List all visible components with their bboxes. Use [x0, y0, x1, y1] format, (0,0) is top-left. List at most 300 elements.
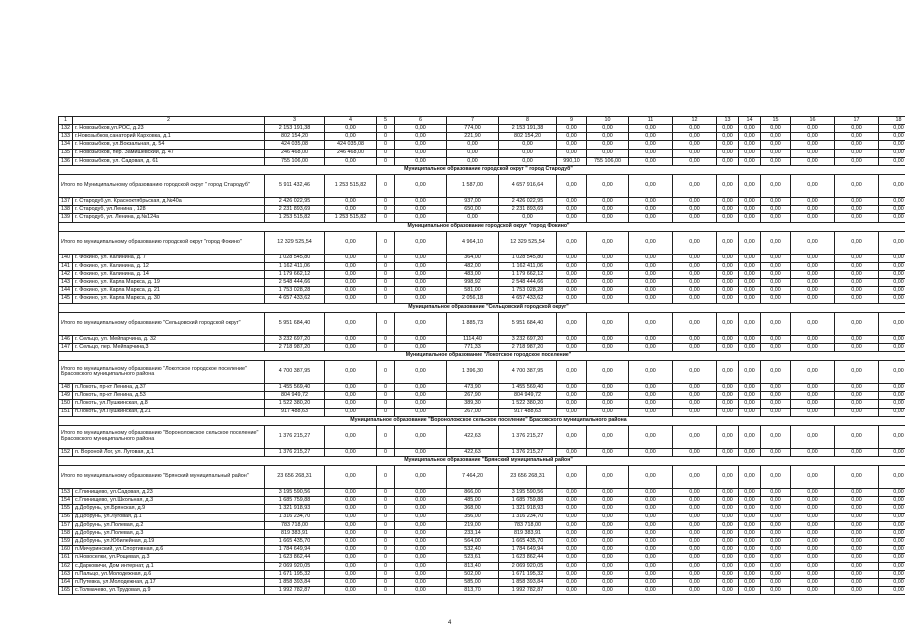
table-cell: 0,00 [761, 425, 791, 448]
table-cell: Итого по муниципальному образованию "Брянский муниципальный район" [59, 465, 265, 488]
table-cell: 0,00 [761, 497, 791, 505]
table-cell: 0,00 [673, 125, 717, 133]
table-cell: 755 106,00 [265, 157, 325, 165]
table-cell: 4 964,10 [447, 231, 499, 254]
table-cell: 0,00 [761, 174, 791, 197]
table-cell: 0,00 [739, 529, 761, 537]
table-cell: 774,00 [447, 125, 499, 133]
table-cell: 0,00 [629, 448, 673, 456]
table-cell: 0,00 [835, 270, 879, 278]
table-cell: 0,00 [325, 392, 377, 400]
table-cell: 1 587,00 [447, 174, 499, 197]
table-cell: 0,00 [587, 214, 629, 222]
table-cell: г. Стародуб,ул. Красноктябрьская, д.№40а [73, 197, 265, 205]
table-cell: 0,00 [879, 546, 905, 554]
table-cell: 0,00 [739, 448, 761, 456]
table-cell: 0,00 [629, 521, 673, 529]
table-cell: 783 718,00 [265, 521, 325, 529]
table-cell: 917 488,63 [265, 408, 325, 416]
table-cell: 1 992 782,87 [265, 587, 325, 595]
table-cell: 0 [377, 425, 395, 448]
table-cell: 0,00 [879, 425, 905, 448]
table-cell: 0,00 [557, 335, 587, 343]
table-cell: 0 [377, 408, 395, 416]
table-cell: 0,00 [325, 465, 377, 488]
table-cell: 0 [377, 488, 395, 496]
table-cell: 0,00 [879, 279, 905, 287]
table-cell: 2 069 920,05 [499, 562, 557, 570]
table-cell: 0,00 [791, 408, 835, 416]
table-cell: 2 426 022,95 [265, 197, 325, 205]
table-cell: 0,00 [717, 425, 739, 448]
table-cell: 0,00 [629, 546, 673, 554]
table-cell: 13 [717, 117, 739, 125]
table-cell: 0,00 [395, 279, 447, 287]
table-cell: 990,10 [557, 157, 587, 165]
table-cell: 0,00 [325, 497, 377, 505]
table-cell: 0,00 [717, 587, 739, 595]
table-cell: 0 [377, 392, 395, 400]
table-cell: 0,00 [325, 254, 377, 262]
table-cell: 156 [59, 513, 73, 521]
table-cell: 0,00 [629, 270, 673, 278]
table-cell: 0,00 [879, 400, 905, 408]
table-cell: 154 [59, 497, 73, 505]
table-cell: 585,00 [447, 579, 499, 587]
table-cell: 0,00 [739, 538, 761, 546]
section-title-row [59, 222, 905, 231]
table-cell: 0,00 [739, 141, 761, 149]
table-cell: 0,00 [557, 465, 587, 488]
table-cell: 0,00 [557, 361, 587, 384]
table-cell: 0,00 [629, 361, 673, 384]
page-number: 4 [448, 620, 452, 626]
table-cell: 0,00 [717, 214, 739, 222]
table-cell: 0,00 [673, 400, 717, 408]
table-cell: 0,00 [879, 529, 905, 537]
table-cell: 0,00 [629, 465, 673, 488]
table-row [59, 546, 905, 554]
table-cell: 0,00 [835, 141, 879, 149]
table-cell: 0 [377, 513, 395, 521]
table-cell: 164 [59, 579, 73, 587]
table-cell: 0,00 [629, 570, 673, 578]
table-cell: 0,00 [673, 570, 717, 578]
table-cell: 0,00 [879, 538, 905, 546]
table-cell: 0 [377, 295, 395, 303]
table-cell: 0,00 [629, 295, 673, 303]
table-cell: 0,00 [325, 206, 377, 214]
table-cell: 0,00 [879, 579, 905, 587]
table-cell: 0,00 [791, 488, 835, 496]
table-cell: 0,00 [717, 295, 739, 303]
table-cell: 0 [377, 149, 395, 157]
table-cell: 0,00 [761, 554, 791, 562]
table-row [59, 335, 905, 343]
table-cell: 0 [377, 570, 395, 578]
table-row [59, 295, 905, 303]
table-cell: 0,00 [835, 149, 879, 157]
table-cell: 0,00 [395, 579, 447, 587]
table-cell: Муниципальное образование "Брянский муниципальный район" [59, 456, 905, 465]
table-cell: 0,00 [587, 587, 629, 595]
section-title-row [59, 416, 905, 425]
table-cell: 16 [791, 117, 835, 125]
table-cell: 0,00 [835, 197, 879, 205]
table-cell: 0,00 [835, 448, 879, 456]
table-cell: 160 [59, 546, 73, 554]
table-cell: 0,00 [557, 141, 587, 149]
table-cell: 148 [59, 384, 73, 392]
table-cell: 0,00 [587, 392, 629, 400]
table-cell: 0,00 [761, 538, 791, 546]
table-cell: 0,00 [325, 197, 377, 205]
table-cell: 0,00 [557, 392, 587, 400]
table-cell: 0,00 [835, 133, 879, 141]
table-cell: г. Фокино, ул. Калинина, д. 7 [73, 254, 265, 262]
table-cell: 0,00 [835, 488, 879, 496]
table-row [59, 570, 905, 578]
table-cell: г. Новозыбков, ул. Садовая, д. 61 [73, 157, 265, 165]
table-cell: 0,00 [673, 287, 717, 295]
table-cell: 0,00 [835, 214, 879, 222]
table-cell: 0,00 [629, 408, 673, 416]
table-cell: 0,00 [717, 287, 739, 295]
table-cell: 0,00 [739, 400, 761, 408]
table-cell: 424 035,08 [265, 141, 325, 149]
table-cell: 998,92 [447, 279, 499, 287]
table-cell: 1 [59, 117, 73, 125]
table-cell: 1 623 862,44 [499, 554, 557, 562]
table-cell: 0,00 [395, 554, 447, 562]
table-cell: 0,00 [739, 270, 761, 278]
table-cell: 4 657 433,62 [265, 295, 325, 303]
table-cell: 139 [59, 214, 73, 222]
table-cell: 0,00 [629, 488, 673, 496]
table-cell: 0,00 [673, 425, 717, 448]
table-cell: 0 [377, 125, 395, 133]
table-cell: 0,00 [717, 392, 739, 400]
table-cell: 0,00 [739, 408, 761, 416]
table-cell: г. Стародуб, ул. Ленина, д.№124а [73, 214, 265, 222]
table-cell: 0,00 [835, 513, 879, 521]
table-cell: 0,00 [673, 488, 717, 496]
table-cell: 819 383,91 [499, 529, 557, 537]
table-cell: 0,00 [629, 262, 673, 270]
table-cell: 0,00 [673, 279, 717, 287]
table-cell: 0,00 [395, 587, 447, 595]
table-cell: 0,00 [739, 279, 761, 287]
table-cell: 0,00 [761, 133, 791, 141]
table-cell: 0,00 [717, 133, 739, 141]
table-cell: с.Глинищево, ул.Садовая, д.23 [73, 488, 265, 496]
table-cell: 0,00 [587, 579, 629, 587]
table-cell: 0,00 [791, 254, 835, 262]
table-cell: 0,00 [629, 133, 673, 141]
table-cell: 0,00 [629, 400, 673, 408]
table-cell: 1 992 782,87 [499, 587, 557, 595]
table-cell: 0,00 [761, 521, 791, 529]
table-cell: п.Путевка, ул.Молодежная, д.17 [73, 579, 265, 587]
table-cell: 0,00 [717, 579, 739, 587]
table-cell: 0,00 [761, 570, 791, 578]
table-cell: 0,00 [717, 312, 739, 335]
table-cell: 0,00 [739, 513, 761, 521]
table-row [59, 157, 905, 165]
table-cell: 0,00 [395, 570, 447, 578]
table-cell: 0,00 [739, 214, 761, 222]
table-cell: 0,00 [717, 197, 739, 205]
table-cell: 0,00 [791, 174, 835, 197]
table-cell: 0,00 [447, 141, 499, 149]
table-cell: 0,00 [629, 149, 673, 157]
table-cell: 0,00 [395, 295, 447, 303]
table-cell: 0,00 [717, 141, 739, 149]
table-cell: 0,00 [791, 295, 835, 303]
table-cell: 0,00 [835, 335, 879, 343]
table-cell: 0,00 [629, 529, 673, 537]
table-cell: 0,00 [835, 497, 879, 505]
table-cell: 356,00 [447, 513, 499, 521]
table-cell: 0,00 [879, 361, 905, 384]
table-cell: 0,00 [717, 361, 739, 384]
table-cell: 0,00 [395, 206, 447, 214]
table-cell: Итого по Муниципальному образованию городской округ " город Стародуб" [59, 174, 265, 197]
table-cell: г. Новозыбков,ул.РОС, д.23 [73, 125, 265, 133]
table-cell: 0,00 [879, 587, 905, 595]
table-cell: 0,00 [879, 287, 905, 295]
subtotal-row [59, 312, 905, 335]
table-cell: 0,00 [325, 262, 377, 270]
table-cell: 1 179 662,12 [265, 270, 325, 278]
table-cell: 1 858 393,84 [499, 579, 557, 587]
table-cell: 0,00 [791, 521, 835, 529]
table-cell: 0,00 [557, 554, 587, 562]
table-cell: 1 316 234,70 [499, 513, 557, 521]
table-cell: 0 [377, 206, 395, 214]
table-cell: 2 153 191,38 [499, 125, 557, 133]
table-cell: 219,00 [447, 521, 499, 529]
table-cell: 802 154,20 [499, 133, 557, 141]
table-cell: 0,00 [761, 448, 791, 456]
table-cell: 0,00 [395, 521, 447, 529]
table-cell: 0,00 [791, 141, 835, 149]
table-cell: 0,00 [739, 287, 761, 295]
table-cell: 0,00 [835, 384, 879, 392]
table-cell: 0,00 [835, 392, 879, 400]
table-row [59, 214, 905, 222]
table-cell: 157 [59, 521, 73, 529]
table-cell: 7 [447, 117, 499, 125]
table-cell: 755 106,00 [587, 157, 629, 165]
table-cell: 0,00 [629, 384, 673, 392]
table-cell: п.Новоселки, ул.Рощевая, д.3 [73, 554, 265, 562]
table-cell: 0,00 [629, 562, 673, 570]
table-cell: 0,00 [673, 312, 717, 335]
table-cell: 0,00 [325, 546, 377, 554]
table-row [59, 488, 905, 496]
table-cell: 0,00 [587, 295, 629, 303]
table-row [59, 270, 905, 278]
table-cell: д.Добрунь, ул.Луговая, д.1 [73, 513, 265, 521]
table-cell: 0,00 [673, 174, 717, 197]
table-cell: 0,00 [587, 562, 629, 570]
table-cell: 0,00 [557, 312, 587, 335]
table-cell: 0 [377, 579, 395, 587]
table-cell: 0,00 [325, 448, 377, 456]
table-cell: 1 623 862,44 [265, 554, 325, 562]
table-cell: 1 253 515,82 [265, 214, 325, 222]
table-cell: 0 [377, 505, 395, 513]
table-cell: 0,00 [835, 206, 879, 214]
table-cell: п.Локоть, пр-кт Ленина, д.53 [73, 392, 265, 400]
table-cell: 0,00 [879, 513, 905, 521]
table-cell: 135 [59, 149, 73, 157]
table-row [59, 206, 905, 214]
table-cell: 0,00 [629, 392, 673, 400]
table-cell: 0,00 [325, 295, 377, 303]
table-cell: 0,00 [791, 587, 835, 595]
subtotal-row [59, 361, 905, 384]
table-cell: 0,00 [761, 125, 791, 133]
table-cell: 0,00 [557, 513, 587, 521]
subtotal-row [59, 174, 905, 197]
table-cell: 0 [377, 254, 395, 262]
table-cell: 0,00 [791, 157, 835, 165]
table-cell: 0,00 [761, 392, 791, 400]
table-cell: 0,00 [739, 174, 761, 197]
table-cell: 0,00 [879, 570, 905, 578]
table-cell: г. Фокино, ул. Карла Маркса, д. 30 [73, 295, 265, 303]
table-row [59, 448, 905, 456]
table-cell: 0,00 [587, 197, 629, 205]
table-cell: 0,00 [761, 513, 791, 521]
table-cell: 0,00 [761, 270, 791, 278]
table-cell: 0,00 [673, 448, 717, 456]
table-cell: 0,00 [717, 157, 739, 165]
table-cell: 0,00 [629, 538, 673, 546]
table-cell: 0,00 [395, 312, 447, 335]
table-cell: 5 911 432,46 [265, 174, 325, 197]
table-cell: 0,00 [325, 343, 377, 351]
section-title-row [59, 165, 905, 174]
table-cell: 0,00 [879, 521, 905, 529]
table-cell: 0 [377, 231, 395, 254]
table-cell: 482,00 [447, 262, 499, 270]
table-cell: 0,00 [673, 408, 717, 416]
table-cell: 0,00 [587, 262, 629, 270]
table-cell: 0,00 [791, 361, 835, 384]
table-cell: 0,00 [835, 562, 879, 570]
table-cell: 0,00 [557, 546, 587, 554]
table-cell: д.Добрунь, ул.Полевая, д.3 [73, 529, 265, 537]
table-cell: 0,00 [739, 384, 761, 392]
table-cell: 819 383,91 [265, 529, 325, 537]
table-cell: 2 231 893,69 [499, 206, 557, 214]
table-cell: 0,00 [557, 279, 587, 287]
table-cell: 1 885,73 [447, 312, 499, 335]
table-cell: 4 700 387,95 [499, 361, 557, 384]
table-cell: 0,00 [879, 408, 905, 416]
table-row [59, 497, 905, 505]
table-cell: 0,00 [673, 295, 717, 303]
table-cell: 0,00 [761, 262, 791, 270]
table-cell: 0,00 [395, 546, 447, 554]
table-cell: 0,00 [835, 587, 879, 595]
table-cell: 163 [59, 570, 73, 578]
table-cell: 0,00 [557, 214, 587, 222]
table-cell: 0,00 [557, 197, 587, 205]
table-cell: 0,00 [761, 505, 791, 513]
table-cell: 1 685 759,88 [499, 497, 557, 505]
table-cell: 0,00 [835, 312, 879, 335]
table-cell: 267,00 [447, 408, 499, 416]
table-cell: 0,00 [395, 125, 447, 133]
table-cell: 0,00 [791, 562, 835, 570]
table-cell: 0,00 [587, 465, 629, 488]
table-cell: 0 [377, 287, 395, 295]
table-cell: 0,00 [325, 579, 377, 587]
table-cell: 0,00 [879, 562, 905, 570]
table-cell: 0,00 [629, 157, 673, 165]
table-cell: д.Добрунь, ул.Юбилейная, д.19 [73, 538, 265, 546]
table-cell: 0,00 [761, 214, 791, 222]
table-cell: 1 321 918,93 [265, 505, 325, 513]
table-cell: 0,00 [629, 343, 673, 351]
table-cell: 0,00 [395, 343, 447, 351]
table-cell: 802 154,20 [265, 133, 325, 141]
table-cell: 0 [377, 384, 395, 392]
table-cell: 0,00 [587, 400, 629, 408]
table-cell: 1 784 649,94 [265, 546, 325, 554]
table-cell: 0,00 [629, 279, 673, 287]
table-cell: 0,00 [325, 505, 377, 513]
table-cell: 0,00 [673, 206, 717, 214]
table-cell: 0,00 [791, 335, 835, 343]
table-cell: 4 657 433,62 [499, 295, 557, 303]
table-cell: 0,00 [835, 279, 879, 287]
table-cell: 0,00 [673, 554, 717, 562]
table-cell: 937,00 [447, 197, 499, 205]
table-cell: 0,00 [739, 579, 761, 587]
table-row [59, 254, 905, 262]
table-cell: 137 [59, 197, 73, 205]
table-cell: 813,40 [447, 562, 499, 570]
table-cell: 502,00 [447, 570, 499, 578]
table-cell: 0,00 [587, 425, 629, 448]
table-cell: 0,00 [325, 521, 377, 529]
table-cell: 0,00 [761, 335, 791, 343]
table-cell: 0,00 [673, 579, 717, 587]
table-cell: 0,00 [739, 149, 761, 157]
table-cell: 1 376 215,27 [499, 425, 557, 448]
table-cell: 0,00 [717, 174, 739, 197]
table-cell: 0,00 [791, 392, 835, 400]
table-cell: 0,00 [587, 133, 629, 141]
table-cell: 0,00 [717, 554, 739, 562]
table-cell: 0,00 [739, 465, 761, 488]
table-cell: 12 329 525,54 [265, 231, 325, 254]
table-cell: 0,00 [395, 392, 447, 400]
table-cell: 0,00 [673, 343, 717, 351]
table-cell: 0,00 [835, 465, 879, 488]
table-cell: 0,00 [835, 408, 879, 416]
table-cell: 15 [761, 117, 791, 125]
table-cell: 155 [59, 505, 73, 513]
table-cell: 0 [377, 562, 395, 570]
table-cell: 0,00 [739, 231, 761, 254]
table-cell: 0,00 [739, 295, 761, 303]
